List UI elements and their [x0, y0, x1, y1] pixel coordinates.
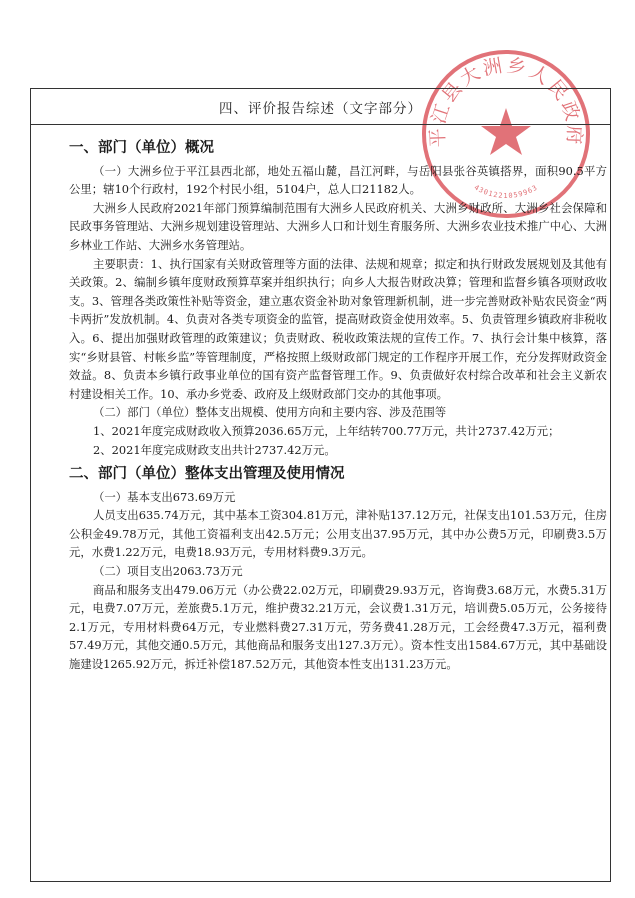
subsection-heading: （二）项目支出2063.73万元 — [93, 564, 243, 579]
subsection-heading: （一）基本支出673.69万元 — [93, 489, 236, 504]
seal-serial: 4301221059963 — [472, 183, 540, 200]
seal-text: 平江县大洲乡人民政府 — [426, 54, 586, 148]
paragraph: （一）大洲乡位于平江县西北部，地处五福山麓，昌江河畔，与岳阳县张谷英镇搭界，面积90.5平方公里；辖10个行政村，192个村民小组，5104户，总人口21182人。 — [69, 163, 607, 197]
paragraph: 主要职责：1、执行国家有关财政管理等方面的法律、法规和规章；拟定和执行财政发展规划及其他有关政策。2、编制乡镇年度财政预算草案并组织执行；向乡人大报告财政决算；管理和监督乡镇各项财政收支。3、管理各类政策性补贴等资金，建立惠农资金补助对象管理新机制，进一步完善财政补贴农民资金“两卡两折”发放机制。4、负责对各类专项资金的监管，提高财政资金使用效率。5、负责管理乡镇政府非税收入。6、提出加强财政管理的政策建议；负责财政、税收政策法规的宣传工作。7、执行会计集中核算，落实“乡财县管、村帐乡监”等管理制度，严格按照上级财政部门规定的工作程序开展工作，充分发挥财政资金效益。8、负责本乡镇行政事业单位的国有资产监督管理工作。9、负责做好农村综合改革和社会主义新农村建设相关工作。10、承办乡党委、政府及上级财政部门交办的其他事项。 — [69, 256, 607, 401]
paragraph: 人员支出635.74万元，其中基本工资304.81万元，津补贴137.12万元，社保支出101.53万元，住房公积金49.78万元，其他工资福利支出42.5万元；公用支出37.95万元，其中办公费5万元，印刷费3.5万元，水费1.22万元，电费18.93万元，专用材料费9.3万元。 — [69, 508, 607, 560]
report-title: 四、评价报告综述（文字部分） — [31, 89, 610, 125]
paragraph: 2、2021年度完成财政支出共计2737.42万元。 — [93, 442, 336, 457]
section-heading: 二、部门（单位）整体支出管理及使用情况 — [69, 466, 345, 483]
paragraph: 商品和服务支出479.06万元（办公费22.02万元，印刷费29.93万元，咨询费3.68万元，水费5.31万元，电费7.07万元，差旅费5.1万元，维护费32.21万元，会议费1.31万元，培训费5.05万元，公务接待2.1万元，专用材料费64万元，专业燃料费27.31万元，劳务费41.28万元，工会经费47.3万元，福利费57.49万元，其他交通0.5万元，其他商品和服务支出127.3万元）。资本性支出1584.67万元，其中基础设施建设1265.92万元，拆迁补偿187.52万元，其他资本性支出131.23万元。 — [69, 582, 607, 672]
report-body — [69, 133, 607, 674]
report-frame — [30, 88, 611, 882]
paragraph: 1、2021年度完成财政收入预算2036.65万元，上年结转700.77万元，共计2737.42万元； — [93, 423, 560, 438]
section-heading: 一、部门（单位）概况 — [69, 140, 214, 156]
subsection-heading: （二）部门（单位）整体支出规模、使用方向和主要内容、涉及范围等 — [93, 405, 447, 420]
paragraph: 大洲乡人民政府2021年部门预算编制范围有大洲乡人民政府机关、大洲乡财政所、大洲乡社会保障和民政事务管理站、大洲乡规划建设管理站、大洲乡人口和计划生育服务所、大洲乡农业技术推广中心、大洲乡林业工作站、大洲乡水务管理站。 — [69, 200, 607, 252]
